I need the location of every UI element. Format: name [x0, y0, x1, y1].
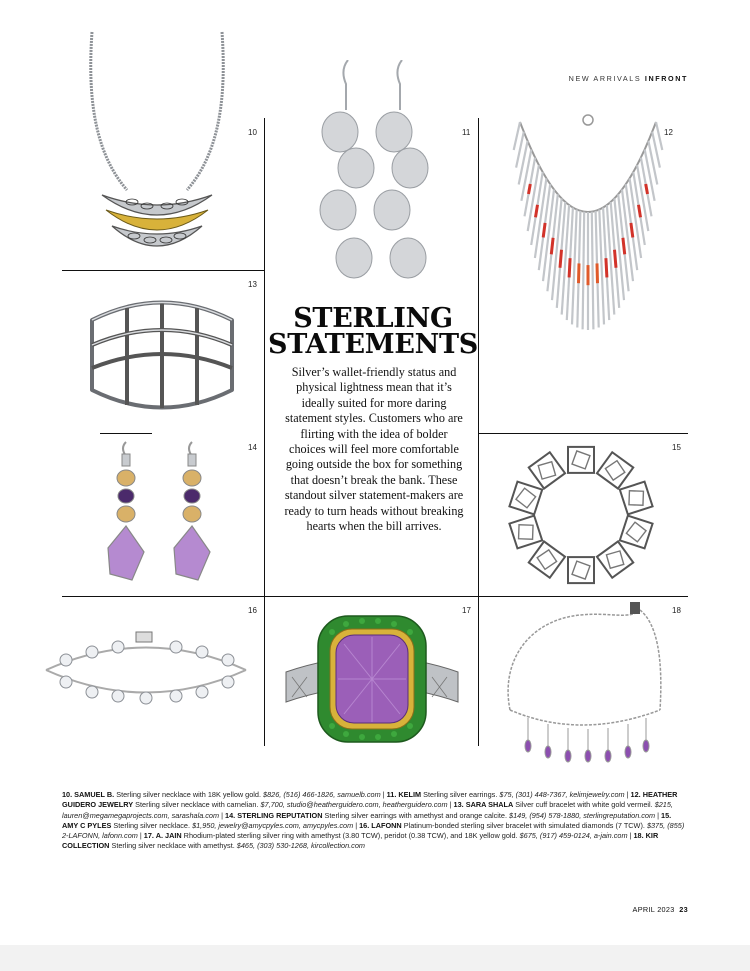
caption-description: Sterling silver necklace with 18K yellow gold.: [114, 790, 264, 799]
amethyst-necklace-icon: [490, 600, 686, 765]
caption-brand: 14. STERLING REPUTATION: [225, 810, 323, 820]
item-number-16: 16: [248, 606, 257, 615]
caption-brand: 10. SAMUEL B.: [62, 790, 115, 799]
item-number-10: 10: [248, 128, 257, 137]
caption-brand: 17. A. JAIN: [143, 831, 182, 841]
caption-description: Sterling silver necklace with carnelian.: [133, 800, 261, 810]
caption-brand: 15. AMY C PYLES: [62, 810, 672, 830]
feature-title-line2: STATEMENTS: [268, 329, 478, 360]
grid-hline-2: [478, 433, 688, 434]
caption-description: Sterling silver necklace.: [111, 820, 193, 830]
caption-description: Sterling silver earrings with amethyst and orange calcite.: [322, 810, 510, 820]
caption-contact: $675, (917) 459-0124, a-jain.com: [519, 831, 628, 841]
item-number-17: 17: [462, 606, 471, 615]
caption-contact: $826, (516) 466-1826, samuelb.com: [263, 790, 381, 799]
caption-description: Rhodium-plated sterling silver ring with amethyst (3.80 TCW), peridot (0.38 TCW), and 18K yellow gold.: [181, 831, 520, 841]
caption-description: Silver cuff bracelet with white gold vermeil.: [513, 800, 655, 810]
page-edge-shadow: [0, 945, 750, 971]
caption-contact: $375, (855) 2-LAFONN, lafonn.com: [62, 820, 685, 841]
caption-brand: 11. KELIM: [386, 790, 422, 799]
caption-brand: 13. SARA SHALA: [453, 800, 514, 810]
item-number-11: 11: [462, 128, 471, 137]
caption-contact: $149, (954) 578-1880, sterlingreputation.com: [509, 810, 656, 820]
caption-contact: $465, (303) 530-1268, kircollection.com: [236, 841, 365, 851]
feature-intro: Silver’s wallet-friendly status and physical lightness mean that it’s ideally suited for more daring statement styles. Customers who are flirting with the idea of bolder choices will feel more comfortable going outside the box for something that doesn’t break the bank. These standout silver statement-makers are ready to turn heads without breaking hearts when the bill arrives.: [284, 365, 464, 534]
grid-hline-4: [100, 433, 152, 434]
page-footer: [633, 905, 688, 914]
grid-hline-1: [62, 270, 264, 271]
item-number-14: 14: [248, 443, 257, 452]
caption-contact: $7,700, studio@heatherguidero.com, heatherguidero.com: [260, 800, 448, 810]
diamond-bracelet-icon: [36, 630, 256, 720]
grid-vline-left: [264, 118, 265, 746]
caption-brand: 12. HEATHER GUIDERO JEWELRY: [62, 790, 678, 810]
caption-contact: $215, lauren@megamegaprojects.com, sarashala.com: [62, 800, 673, 820]
drop-earrings-icon: [300, 60, 450, 300]
item-number-12: 12: [664, 128, 673, 137]
carnelian-necklace-icon: [490, 112, 686, 422]
caption-brand: 16. LAFONN: [359, 820, 402, 830]
cuff-bracelet-icon: [82, 290, 242, 420]
product-captions: 10. SAMUEL B. Sterling silver necklace with 18K yellow gold. $826, (516) 466-1826, samuelb.com | 11. KELIM Sterling silver earrings. $75, (301) 448-7367, kelimjewelry.com | 12. HEATHER GUIDERO JEWELRY Sterling silver necklace with carnelian. $7,700, studio@heatherguidero.com, heatherguidero.com | 13. SARA SHALA Silver cuff bracelet with white gold vermeil. $215, lauren@megamegaprojects.com, sarashala.com | 14. STERLING REPUTATION Sterling silver earrings with amethyst and orange calcite. $149, (954) 578-1880, sterlingreputation.com | 15. AMY C PYLES Sterling silver necklace. $1,950, jewelry@amycpyles.com, amycpyles.com | 16. LAFONN Platinum-bonded sterling silver bracelet with simulated diamonds (7 TCW). $375, (855) 2-LAFONN, lafonn.com | 17. A. JAIN Rhodium-plated sterling silver ring with amethyst (3.80 TCW), peridot (0.38 TCW), and 18K yellow gold. $675, (917) 459-0124, a-jain.com | 18. KIR COLLECTION Sterling silver necklace with amethyst. $465, (303) 530-1268, kircollection.com: [62, 790, 685, 851]
caption-contact: $75, (301) 448-7367, kelimjewelry.com: [499, 790, 625, 799]
grid-hline-3: [62, 596, 688, 597]
issue-date: APRIL 2023: [632, 905, 675, 914]
item-number-18: 18: [672, 606, 681, 615]
caption-contact: $1,950, jewelry@amycpyles.com, amycpyles.com: [192, 820, 354, 830]
item-number-15: 15: [672, 443, 681, 452]
amethyst-ring-icon: [282, 612, 462, 747]
grid-vline-right: [478, 118, 479, 746]
caption-description: Platinum-bonded sterling silver bracelet with simulated diamonds (7 TCW).: [401, 820, 647, 830]
feature-title-line1: STERLING: [293, 303, 453, 334]
feature-title: [268, 303, 478, 360]
item-number-13: 13: [248, 280, 257, 289]
page-number: 23: [679, 905, 688, 914]
section-header: [569, 74, 688, 83]
section-label: NEW ARRIVALS: [568, 74, 642, 83]
caption-brand: 18. KIR COLLECTION: [62, 831, 659, 851]
caption-description: Sterling silver earrings.: [421, 790, 500, 799]
necklace-yellow-gold-icon: [72, 30, 242, 270]
section-label-bold: INFRONT: [644, 74, 688, 83]
amethyst-earrings-icon: [96, 440, 226, 590]
caption-description: Sterling silver necklace with amethyst.: [109, 841, 237, 851]
link-bracelet-icon: [496, 440, 666, 590]
